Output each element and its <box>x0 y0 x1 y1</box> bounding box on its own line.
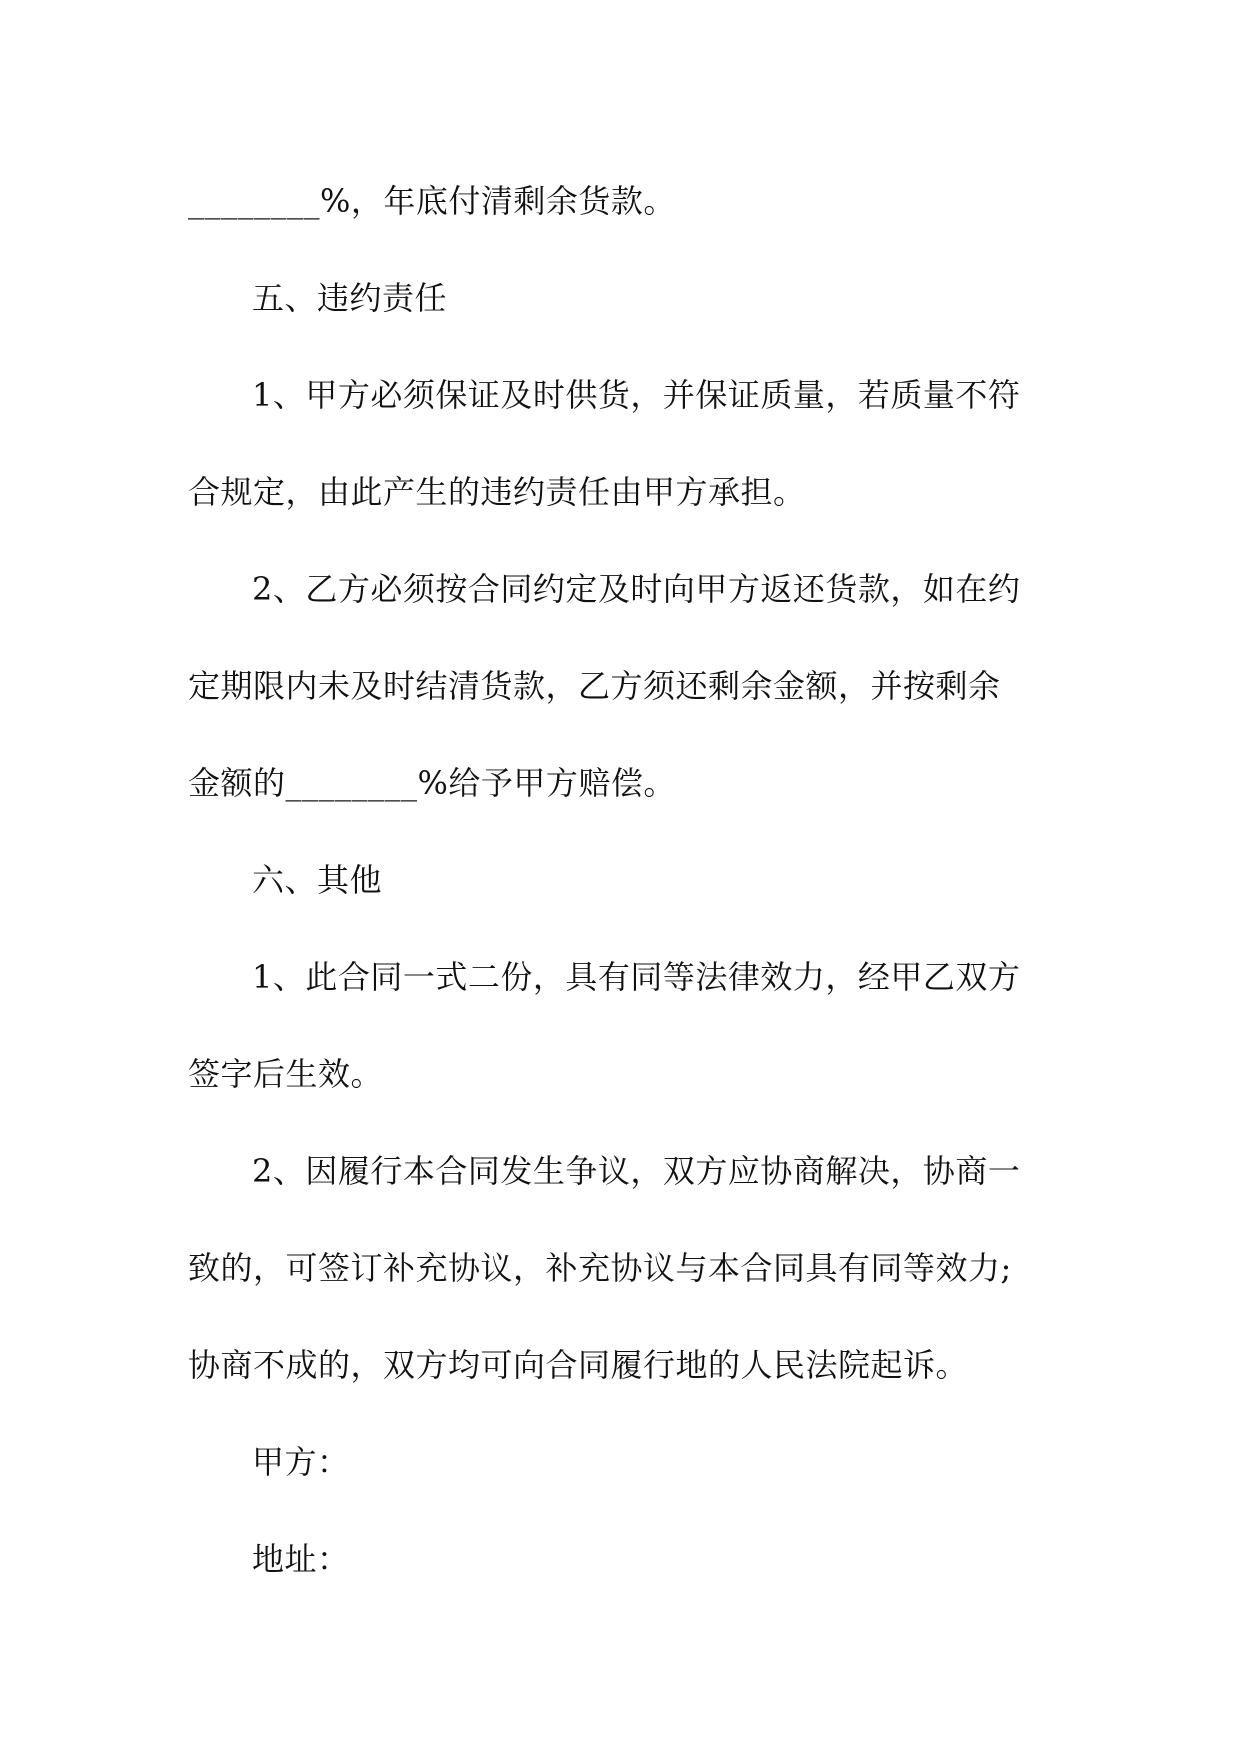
other-clause-1-line-1: 1、此合同一式二份，具有同等法律效力，经甲乙双方 <box>252 958 1021 996</box>
section-heading-other: 六、其他 <box>252 861 383 899</box>
payment-terms-line: ________%，年底付清剩余货款。 <box>188 182 676 220</box>
other-clause-2-line-3: 协商不成的，双方均可向合同履行地的人民法院起诉。 <box>188 1346 969 1384</box>
breach-clause-1-line-2: 合规定，由此产生的违约责任由甲方承担。 <box>188 473 806 511</box>
address-label: 地址： <box>252 1540 350 1578</box>
other-clause-2-line-1: 2、因履行本合同发生争议，双方应协商解决，协商一 <box>252 1152 1021 1190</box>
other-clause-2-line-2: 致的，可签订补充协议，补充协议与本合同具有同等效力; <box>188 1249 1012 1287</box>
other-clause-1-line-2: 签字后生效。 <box>188 1055 384 1093</box>
section-heading-breach: 五、违约责任 <box>252 279 448 317</box>
party-a-label: 甲方： <box>252 1443 350 1481</box>
breach-clause-1-line-1: 1、甲方必须保证及时供货，并保证质量，若质量不符 <box>252 376 1021 414</box>
breach-clause-2-line-3: 金额的________%给予甲方赔偿。 <box>188 764 676 802</box>
breach-clause-2-line-1: 2、乙方必须按合同约定及时向甲方返还货款，如在约 <box>252 570 1021 608</box>
breach-clause-2-line-2: 定期限内未及时结清货款，乙方须还剩余金额，并按剩余 <box>188 667 1001 705</box>
